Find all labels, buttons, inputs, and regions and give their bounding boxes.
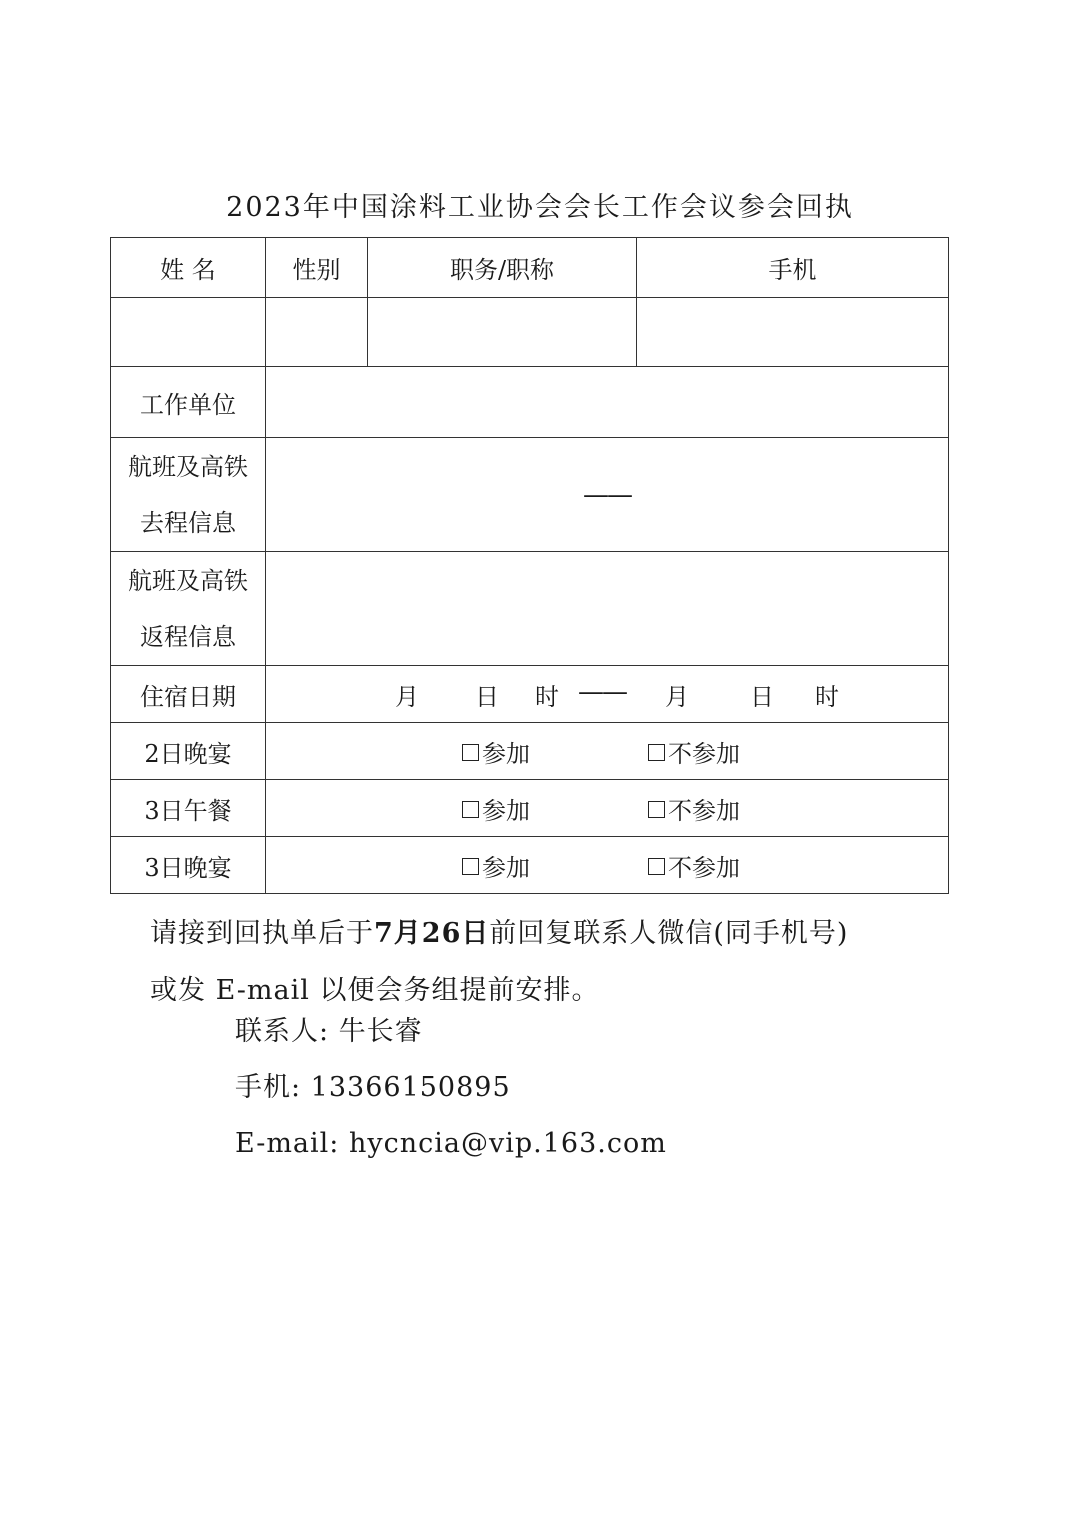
header-row — [111, 238, 949, 298]
return-label-line1: 航班及高铁 — [128, 566, 248, 595]
page-title: 2023年中国涂料工业协会会长工作会议参会回执 — [226, 192, 854, 223]
attend-label: 参加 — [482, 796, 530, 825]
contact-phone: 手机: 13366150895 — [235, 1072, 511, 1103]
contact-email[interactable]: E-mail: hycncia@vip.163.com — [235, 1128, 667, 1159]
entry-row — [111, 298, 949, 367]
checkbox-icon — [462, 744, 479, 761]
return-label — [111, 552, 266, 666]
decline-checkbox[interactable] — [648, 791, 740, 826]
name-input-cell[interactable] — [111, 298, 266, 367]
meal-row — [111, 837, 949, 894]
outbound-label-line1: 航班及高铁 — [128, 452, 248, 481]
attend-label: 参加 — [482, 853, 530, 882]
decline-label: 不参加 — [668, 796, 740, 825]
checkbox-icon — [648, 744, 665, 761]
meal-options — [266, 723, 949, 780]
meal-options — [266, 780, 949, 837]
reply-deadline: 7月26日 — [374, 918, 490, 949]
employer-input-cell[interactable] — [266, 367, 949, 438]
outbound-dash: —— — [583, 479, 631, 510]
meal-row — [111, 723, 949, 780]
checkbox-icon — [462, 858, 479, 875]
stay-input-cell[interactable] — [266, 666, 949, 723]
header-gender: 性别 — [266, 238, 368, 298]
attend-label: 参加 — [482, 739, 530, 768]
decline-checkbox[interactable] — [648, 848, 740, 883]
stay-separator: —— — [578, 676, 626, 707]
outbound-label — [111, 438, 266, 552]
contact-info — [235, 1004, 667, 1172]
meal-label: 2日晚宴 — [111, 723, 266, 780]
stay-day-start: 日 — [475, 682, 499, 711]
gender-input-cell[interactable] — [266, 298, 368, 367]
contact-person: 联系人: 牛长睿 — [235, 1016, 423, 1047]
instruction-line-1 — [150, 905, 848, 962]
attend-checkbox[interactable] — [462, 848, 530, 883]
meal-options — [266, 837, 949, 894]
instruction-line-2: 或发 E-mail 以便会务组提前安排。 — [150, 975, 600, 1006]
mobile-input-cell[interactable] — [637, 298, 949, 367]
outbound-label-line2: 去程信息 — [140, 508, 236, 537]
stay-month-start: 月 — [395, 682, 419, 711]
decline-checkbox[interactable] — [648, 734, 740, 769]
registration-form-table — [110, 237, 949, 894]
stay-row — [111, 666, 949, 723]
header-position: 职务/职称 — [368, 238, 637, 298]
checkbox-icon — [648, 858, 665, 875]
checkbox-icon — [648, 801, 665, 818]
stay-month-end: 月 — [665, 682, 689, 711]
return-row — [111, 552, 949, 666]
return-input-cell[interactable] — [266, 552, 949, 666]
outbound-row — [111, 438, 949, 552]
attend-checkbox[interactable] — [462, 791, 530, 826]
employer-row — [111, 367, 949, 438]
employer-label: 工作单位 — [111, 367, 266, 438]
stay-date-range — [266, 677, 948, 712]
outbound-input-cell[interactable] — [266, 438, 949, 552]
return-label-line2: 返程信息 — [140, 622, 236, 651]
instruction-pre: 请接到回执单后于 — [150, 918, 374, 949]
position-input-cell[interactable] — [368, 298, 637, 367]
reply-instructions — [150, 905, 848, 1019]
meal-label: 3日晚宴 — [111, 837, 266, 894]
meal-row — [111, 780, 949, 837]
header-name: 姓 名 — [111, 238, 266, 298]
decline-label: 不参加 — [668, 739, 740, 768]
instruction-post: 前回复联系人微信(同手机号) — [489, 918, 849, 949]
stay-day-end: 日 — [750, 682, 774, 711]
attend-checkbox[interactable] — [462, 734, 530, 769]
decline-label: 不参加 — [668, 853, 740, 882]
stay-hour-start: 时 — [535, 682, 559, 711]
checkbox-icon — [462, 801, 479, 818]
header-mobile: 手机 — [637, 238, 949, 298]
stay-label: 住宿日期 — [111, 666, 266, 723]
meal-label: 3日午餐 — [111, 780, 266, 837]
stay-hour-end: 时 — [815, 682, 839, 711]
